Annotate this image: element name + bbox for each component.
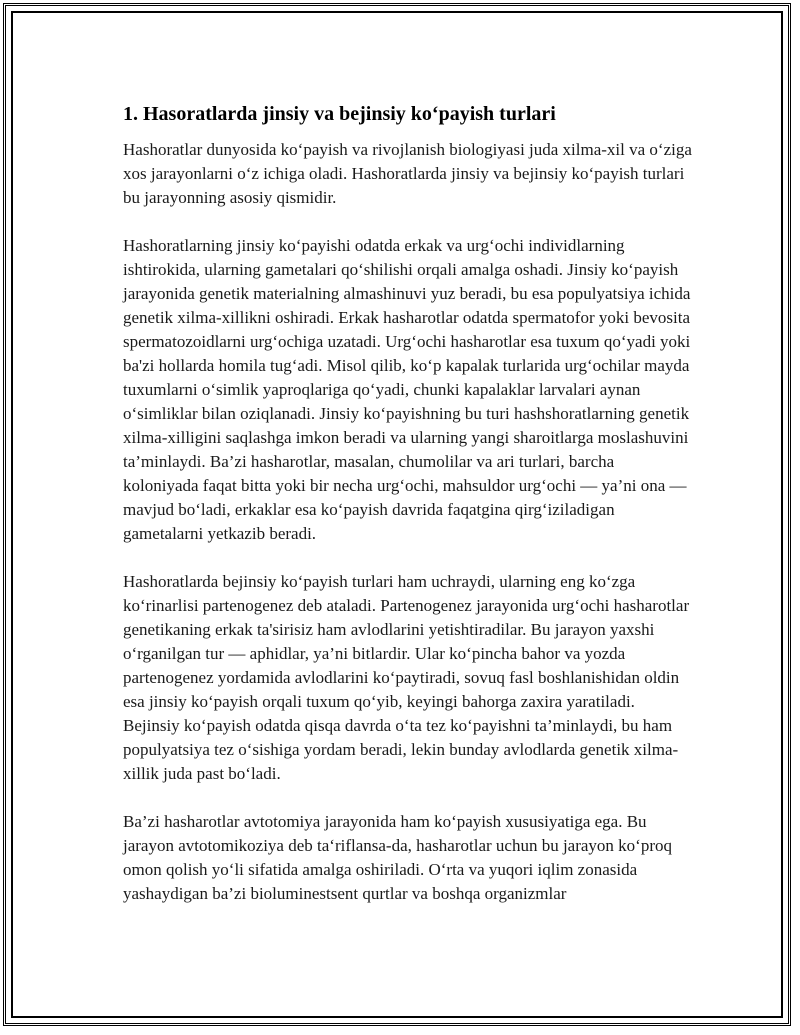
paragraph-intro: Hashoratlar dunyosida ko‘payish va rivojlanish biologiyasi juda xilma-xil va o‘ziga xos jarayonlarni o‘z ichiga oladi. Hashoratlarda jinsiy va bejinsiy ko‘payish turlari bu jarayonning asosiy qismidir. <box>123 140 692 207</box>
document-page <box>3 3 791 1026</box>
paragraph-sexual-reproduction: Hashoratlarning jinsiy ko‘payishi odatda erkak va urg‘ochi individlarning ishtirokida, ularning gametalari qo‘shilishi orqali amalga oshadi. Jinsiy ko‘payish jarayonida genetik materialning almashinuvi yuz beradi, bu esa populyatsiya ichida genetik xilma-xillikni oshiradi. Erkak hasharotlar odatda spermatofor yoki bevosita spermatozoidlarni urg‘ochiga uzatadi. Urg‘ochi hasharotlar esa tuxum qo‘yadi yoki ba'zi hollarda homila tug‘adi. Misol qilib, ko‘p kapalak turlarida urg‘ochilar mayda tuxumlarni o‘simlik yaproqlariga qo‘yadi, chunki kapalaklar larvalari aynan o‘simliklar bilan oziqlanadi. Jinsiy ko‘payishning bu turi hashshoratlarning genetik xilma-xilligini saqlashga imkon beradi va ularning yangi sharoitlarga moslashuvini ta’minlaydi. Ba’zi hasharotlar, masalan, chumolilar va ari turlari, barcha koloniyada faqat bitta yoki bir necha urg‘ochi, mahsuldor urg‘ochi — ya’ni ona — mavjud bo‘ladi, erkaklar esa ko‘payish davrida faqatgina qirg‘iziladigan gametalarni yetkazib beradi. <box>123 236 691 543</box>
document-body <box>123 102 693 930</box>
paragraph-autotomy: Ba’zi hasharotlar avtotomiya jarayonida ham ko‘payish xususiyatiga ega. Bu jarayon avtotomikoziya deb ta‘riflansa-da, hasharotlar uchun bu jarayon ko‘proq omon qolish yo‘li sifatida amalga oshiriladi. O‘rta va yuqori iqlim zonasida yashaydigan ba’zi bioluminestsent qurtlar va boshqa organizmlar <box>123 812 672 903</box>
section-heading: 1. Hasoratlarda jinsiy va bejinsiy ko‘payish turlari <box>123 103 556 125</box>
paragraph-asexual-reproduction: Hashoratlarda bejinsiy ko‘payish turlari ham uchraydi, ularning eng ko‘zga ko‘rinarlisi partenogenez deb ataladi. Partenogenez jarayonida urg‘ochi hasharotlar genetikaning erkak ta'sirisiz ham avlodlarini yetishtiradilar. Bu jarayon yaxshi o‘rganilgan tur — aphidlar, ya’ni bitlardir. Ular ko‘pincha bahor va yozda partenogenez yordamida avlodlarini ko‘paytiradi, sovuq fasl boshlanishidan oldin esa jinsiy ko‘payish orqali tuxum qo‘yib, keyingi bahorga zaxira yaratiladi. Bejinsiy ko‘payish odatda qisqa davrda o‘ta tez ko‘payishni ta’minlaydi, bu ham populyatsiya tez o‘sishiga yordam beradi, lekin bunday avlodlarda genetik xilma-xillik juda past bo‘ladi. <box>123 572 690 783</box>
